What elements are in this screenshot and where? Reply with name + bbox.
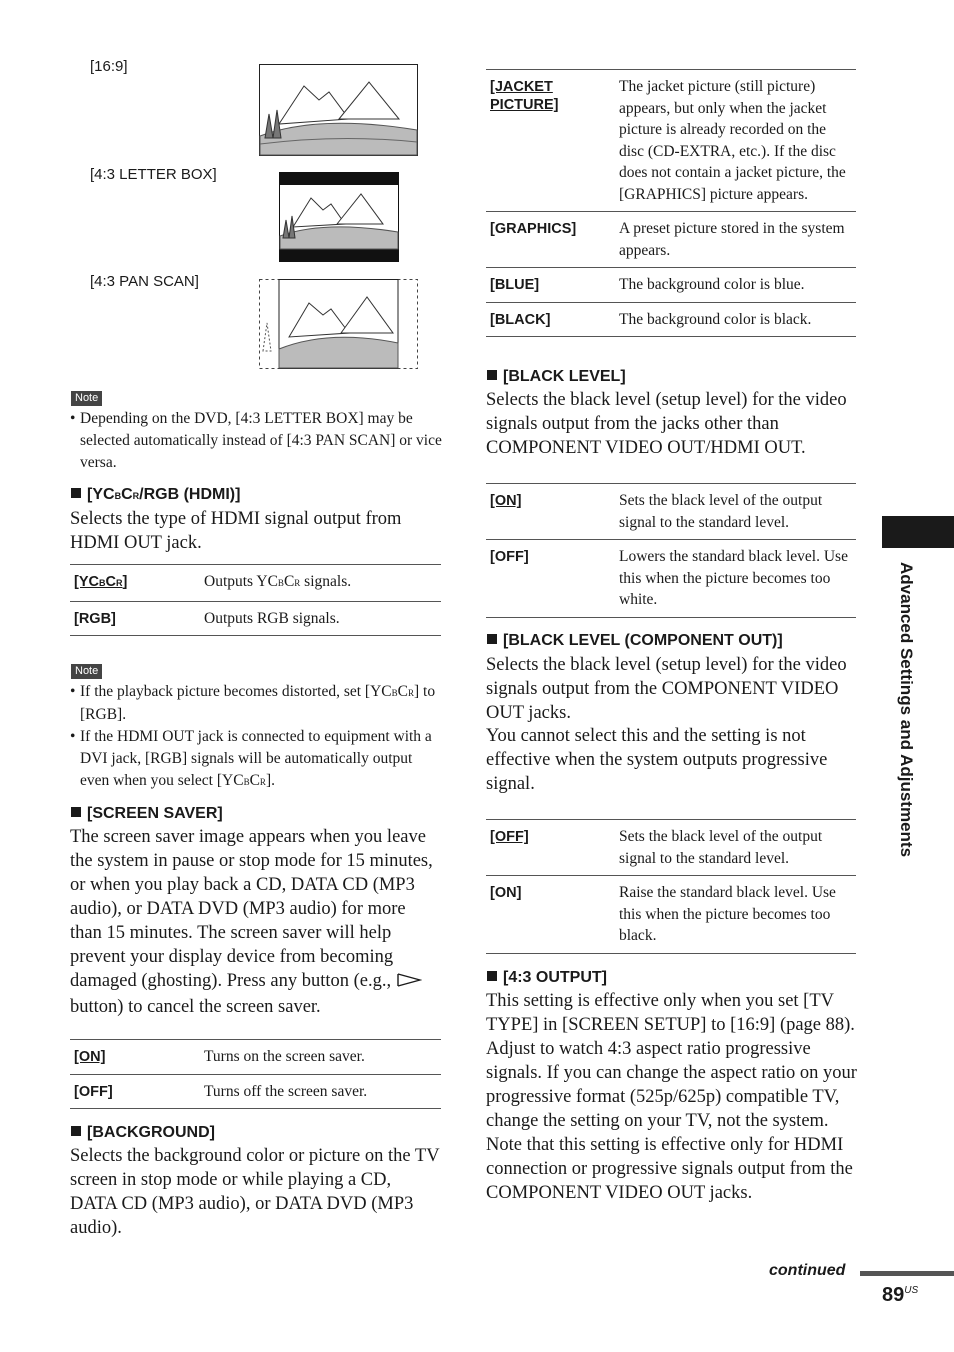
black-level-comp-body-2: You cannot select this and the setting is not effective when the system outputs progressive signal. — [486, 726, 828, 794]
output-4-3-body: This setting is effective only when you set [TV TYPE] in [SCREEN SETUP] to [16:9] (page 88). Adjust to watch 4:3 aspect ratio progressive signals. If you can change the aspect ratio on your progressive format (525p/625p) compatible TV, change the setting on your TV, not the system. Note that this setting is effective only for HDMI connection or progressive signals output from the COMPONENT VIDEO OUT jacks. — [486, 991, 857, 1203]
ycbcr-table — [70, 564, 441, 636]
table-row — [486, 302, 856, 337]
option-key: [OFF] — [70, 1074, 200, 1109]
note-2-item: • If the playback picture becomes distorted, set [YCBCR] to [RGB]. — [70, 681, 442, 726]
black-level-body: Selects the black level (setup level) for the video signals output from the jacks other than COMPONENT VIDEO OUT/HDMI OUT. — [486, 390, 847, 458]
table-row — [486, 70, 856, 212]
option-desc: Sets the black level of the output signal to the standard level. — [615, 820, 856, 876]
table-row — [486, 484, 856, 540]
heading-ycbcr: [YCBCR/RGB (HDMI)] — [71, 485, 240, 506]
option-key: [ON] — [486, 484, 615, 540]
option-desc: Lowers the standard black level. Use this when the picture becomes too white. — [615, 540, 856, 618]
background-body: Selects the background color or picture on the TV screen in stop mode or while playing a CD, DATA CD (MP3 audio), or DATA DVD (MP3 audio). — [70, 1146, 440, 1238]
table-row — [486, 540, 856, 618]
heading-black-level: [BLACK LEVEL] — [487, 367, 626, 387]
option-desc: The background color is black. — [615, 302, 856, 337]
heading-screen-saver: [SCREEN SAVER] — [71, 804, 223, 824]
continued-bar — [860, 1271, 954, 1276]
picture-letterbox — [279, 172, 399, 262]
black-level-table — [486, 483, 856, 618]
sidebar-tab — [882, 516, 954, 548]
black-level-comp-table — [486, 819, 856, 954]
bullet-square — [487, 634, 497, 644]
option-desc: Turns on the screen saver. — [200, 1040, 441, 1075]
background-table — [486, 69, 856, 337]
option-key: [OFF] — [486, 820, 615, 876]
play-icon — [396, 971, 422, 995]
option-desc: Outputs RGB signals. — [200, 601, 441, 636]
note-1-item: • Depending on the DVD, [4:3 LETTER BOX] may be selected automatically instead of [4:3 PAN SCAN] or vice versa. — [70, 408, 442, 474]
table-row — [486, 268, 856, 303]
label-16-9: [16:9] — [90, 58, 128, 75]
label-panscan: [4:3 PAN SCAN] — [90, 273, 199, 290]
continued-label: continued — [769, 1262, 846, 1279]
heading-black-level-component: [BLACK LEVEL (COMPONENT OUT)] — [487, 631, 783, 651]
table-row — [70, 1040, 441, 1075]
option-key: [RGB] — [70, 601, 200, 636]
option-key: [OFF] — [486, 540, 615, 618]
option-key: [ON] — [486, 876, 615, 954]
option-desc: Outputs YCBCR signals. — [200, 565, 441, 602]
heading-background: [BACKGROUND] — [71, 1123, 215, 1143]
label-letterbox: [4:3 LETTER BOX] — [90, 166, 217, 183]
option-desc: Turns off the screen saver. — [200, 1074, 441, 1109]
option-key: [ON] — [70, 1040, 200, 1075]
sidebar-section-title: Advanced Settings and Adjustments — [897, 562, 916, 858]
bullet-square — [487, 370, 497, 380]
table-row — [486, 876, 856, 954]
table-row — [486, 212, 856, 268]
option-key: [YCBCR] — [70, 565, 200, 602]
option-key: [BLUE] — [486, 268, 615, 303]
option-key: [BLACK] — [486, 302, 615, 337]
option-desc: The background color is blue. — [615, 268, 856, 303]
note-1-list — [70, 408, 442, 474]
heading-4-3-output: [4:3 OUTPUT] — [487, 968, 607, 988]
note-2-item: • If the HDMI OUT jack is connected to equipment with a DVI jack, [RGB] signals will be automatically output even when you select [YCBCR]. — [70, 726, 442, 793]
bullet-square — [487, 971, 497, 981]
option-key: [GRAPHICS] — [486, 212, 615, 268]
ycbcr-body: Selects the type of HDMI signal output from HDMI OUT jack. — [70, 509, 402, 553]
screen-saver-body: The screen saver image appears when you leave the system in pause or stop mode for 15 minutes, or when you play back a CD, DATA CD (MP3 audio), or DATA DVD (MP3 audio) for more than 15 minutes. The screen saver will help prevent your display device from becoming damaged (ghosting). Press any button (e.g., button) to cancel the screen saver. — [70, 827, 433, 1017]
screen-saver-table — [70, 1039, 441, 1109]
bullet-square — [71, 488, 81, 498]
bullet-square — [71, 1126, 81, 1136]
note-tag-1: Note — [71, 391, 102, 406]
black-level-comp-body-1: Selects the black level (setup level) for the video signals output from the COMPONENT VIDEO OUT jacks. — [486, 655, 847, 723]
table-row — [486, 820, 856, 876]
bullet-square — [71, 807, 81, 817]
option-desc: Sets the black level of the output signal to the standard level. — [615, 484, 856, 540]
table-row — [70, 565, 441, 602]
option-desc: A preset picture stored in the system appears. — [615, 212, 856, 268]
picture-panscan — [259, 279, 418, 369]
option-key: [JACKET PICTURE] — [486, 70, 615, 212]
table-row — [70, 1074, 441, 1109]
note-2-list — [70, 681, 442, 793]
table-row — [70, 601, 441, 636]
note-tag-2: Note — [71, 664, 102, 679]
page-number: $89^{US}$ — [882, 1284, 919, 1306]
option-desc: Raise the standard black level. Use this when the picture becomes too black. — [615, 876, 856, 954]
option-desc: The jacket picture (still picture) appears, but only when the jacket picture is already recorded on the disc (CD-EXTRA, etc.). If the disc does not contain a jacket picture, the [GRAPHICS] picture appears. — [615, 70, 856, 212]
picture-16-9 — [259, 64, 418, 156]
